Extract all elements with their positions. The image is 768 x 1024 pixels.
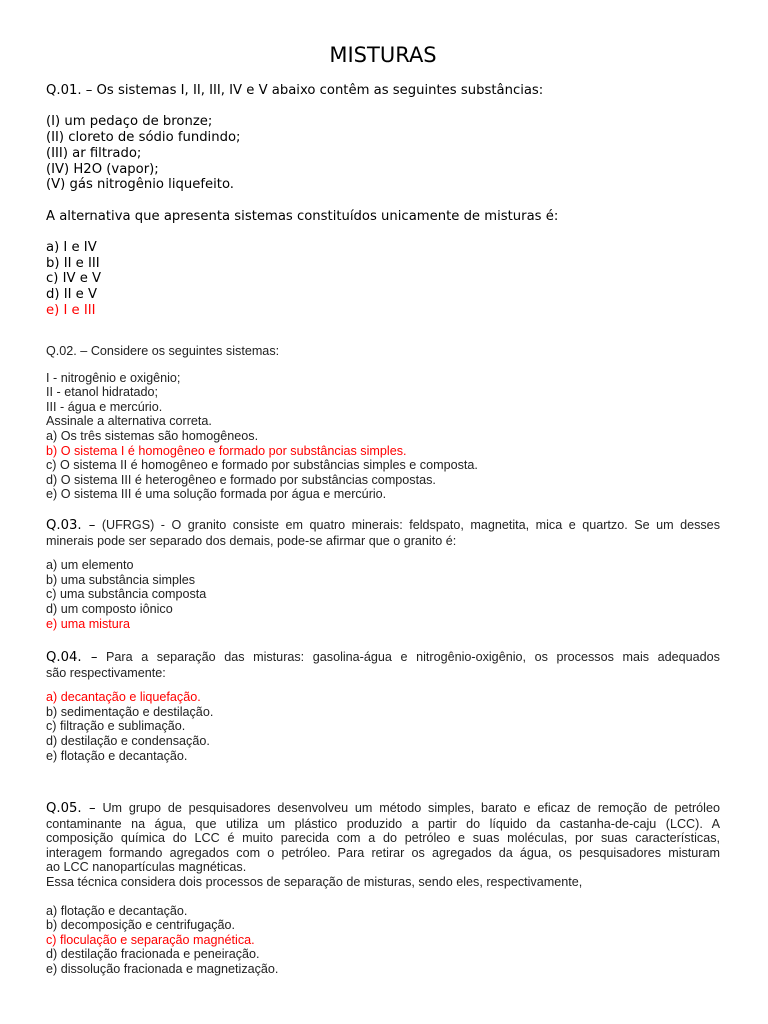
question-3-header [46, 518, 720, 534]
question-2-label: Q.02. – [46, 344, 88, 358]
question-4-prompt-line2: são respectivamente: [46, 665, 166, 680]
question-1-prompt: Os sistemas I, II, III, IV e V abaixo contêm as seguintes substâncias: [96, 83, 544, 98]
question-1-correct-option: e) I e III [46, 302, 96, 318]
question-5-prompt-line: interagem formando agregados com o petróleo. Para retirar os agregados da água, os pesquisadores misturam [46, 845, 720, 860]
question-2-correct-option: b) O sistema I é homogêneo e formado por substâncias simples. [46, 443, 407, 458]
question-5-prompt-line: composição química do LCC é muito parecida com a do petróleo e suas moléculas, por suas características, [46, 831, 720, 846]
question-1-header [46, 83, 720, 99]
question-4-option: c) filtração e sublimação. [46, 719, 186, 734]
question-5 [46, 801, 720, 977]
question-3-prompt-line1: (UFRGS) - O granito consiste em quatro minerais: feldspato, magnetita, mica e quartzo. Se um desses [101, 518, 720, 532]
question-1-system: (I) um pedaço de bronze; [46, 114, 213, 130]
question-1-system: (III) ar filtrado; [46, 145, 142, 161]
question-4-option: d) destilação e condensação. [46, 733, 210, 748]
question-1-option: b) II e III [46, 255, 100, 271]
question-2-option: c) O sistema II é homogêneo e formado por substâncias simples e composta. [46, 458, 478, 473]
question-3-option: d) um composto iônico [46, 601, 173, 616]
question-1-system: (V) gás nitrogênio liquefeito. [46, 177, 234, 193]
question-4-option: e) flotação e decantação. [46, 748, 188, 763]
question-2-system: I - nitrogênio e oxigênio; [46, 370, 181, 385]
question-1-option: d) II e V [46, 287, 98, 303]
question-4-correct-option: a) decantação e liquefação. [46, 690, 201, 705]
page-title: MISTURAS [329, 43, 437, 67]
question-1-option: c) IV e V [46, 271, 102, 287]
question-2-system: III - água e mercúrio. [46, 399, 163, 414]
question-5-option: b) decomposição e centrifugação. [46, 918, 236, 933]
question-3-label: Q.03. – [46, 518, 96, 533]
question-2-option: e) O sistema III é uma solução formada por água e mercúrio. [46, 487, 387, 502]
question-2-option: d) O sistema III é heterogêneo e formado por substâncias compostas. [46, 472, 436, 487]
question-4 [46, 650, 720, 763]
question-1-question: A alternativa que apresenta sistemas constituídos unicamente de misturas é: [46, 208, 559, 224]
question-5-option: e) dissolução fracionada e magnetização. [46, 961, 279, 976]
question-4-prompt-line1: Para a separação das misturas: gasolina-água e nitrogênio-oxigênio, os processos mais adequados [106, 650, 720, 664]
question-5-option: a) flotação e decantação. [46, 903, 188, 918]
question-3-option: c) uma substância composta [46, 587, 207, 602]
question-2-question: Assinale a alternativa correta. [46, 414, 212, 429]
question-5-prompt-line: Essa técnica considera dois processos de separação de misturas, sendo eles, respectivamente, [46, 874, 583, 889]
question-5-prompt-line: ao LCC nanopartículas magnéticas. [46, 860, 247, 875]
question-4-header [46, 650, 720, 666]
question-1-system: (IV) H2O (vapor); [46, 161, 159, 177]
question-5-option: d) destilação fracionada e peneiração. [46, 947, 260, 962]
question-2-prompt: Considere os seguintes sistemas: [90, 344, 280, 358]
question-2-header [46, 344, 720, 359]
question-1-option: a) I e IV [46, 239, 97, 255]
question-5-header [46, 801, 720, 817]
question-2-system: II - etanol hidratado; [46, 385, 159, 400]
question-3-prompt-line2: minerais pode ser separado dos demais, pode-se afirmar que o granito é: [46, 533, 457, 548]
question-3-option: a) um elemento [46, 558, 134, 573]
question-4-label: Q.04. – [46, 650, 98, 665]
question-3-correct-option: e) uma mistura [46, 616, 130, 631]
question-1-label: Q.01. – [46, 83, 93, 98]
question-1-system: (II) cloreto de sódio fundindo; [46, 130, 241, 146]
question-1 [46, 83, 720, 319]
question-3 [46, 518, 720, 631]
question-5-correct-option: c) floculação e separação magnética. [46, 932, 255, 947]
question-2-option: a) Os três sistemas são homogêneos. [46, 428, 259, 443]
question-5-prompt-line: contaminante na água, que utiliza um plástico produzido a partir do líquido da castanha-de-caju (LCC). A [46, 816, 720, 831]
question-2 [46, 344, 720, 502]
question-5-prompt-line: Um grupo de pesquisadores desenvolveu um método simples, barato e eficaz de remoção de petróleo [102, 801, 720, 815]
question-4-option: b) sedimentação e destilação. [46, 704, 214, 719]
question-5-label: Q.05. – [46, 801, 96, 816]
question-3-option: b) uma substância simples [46, 572, 196, 587]
